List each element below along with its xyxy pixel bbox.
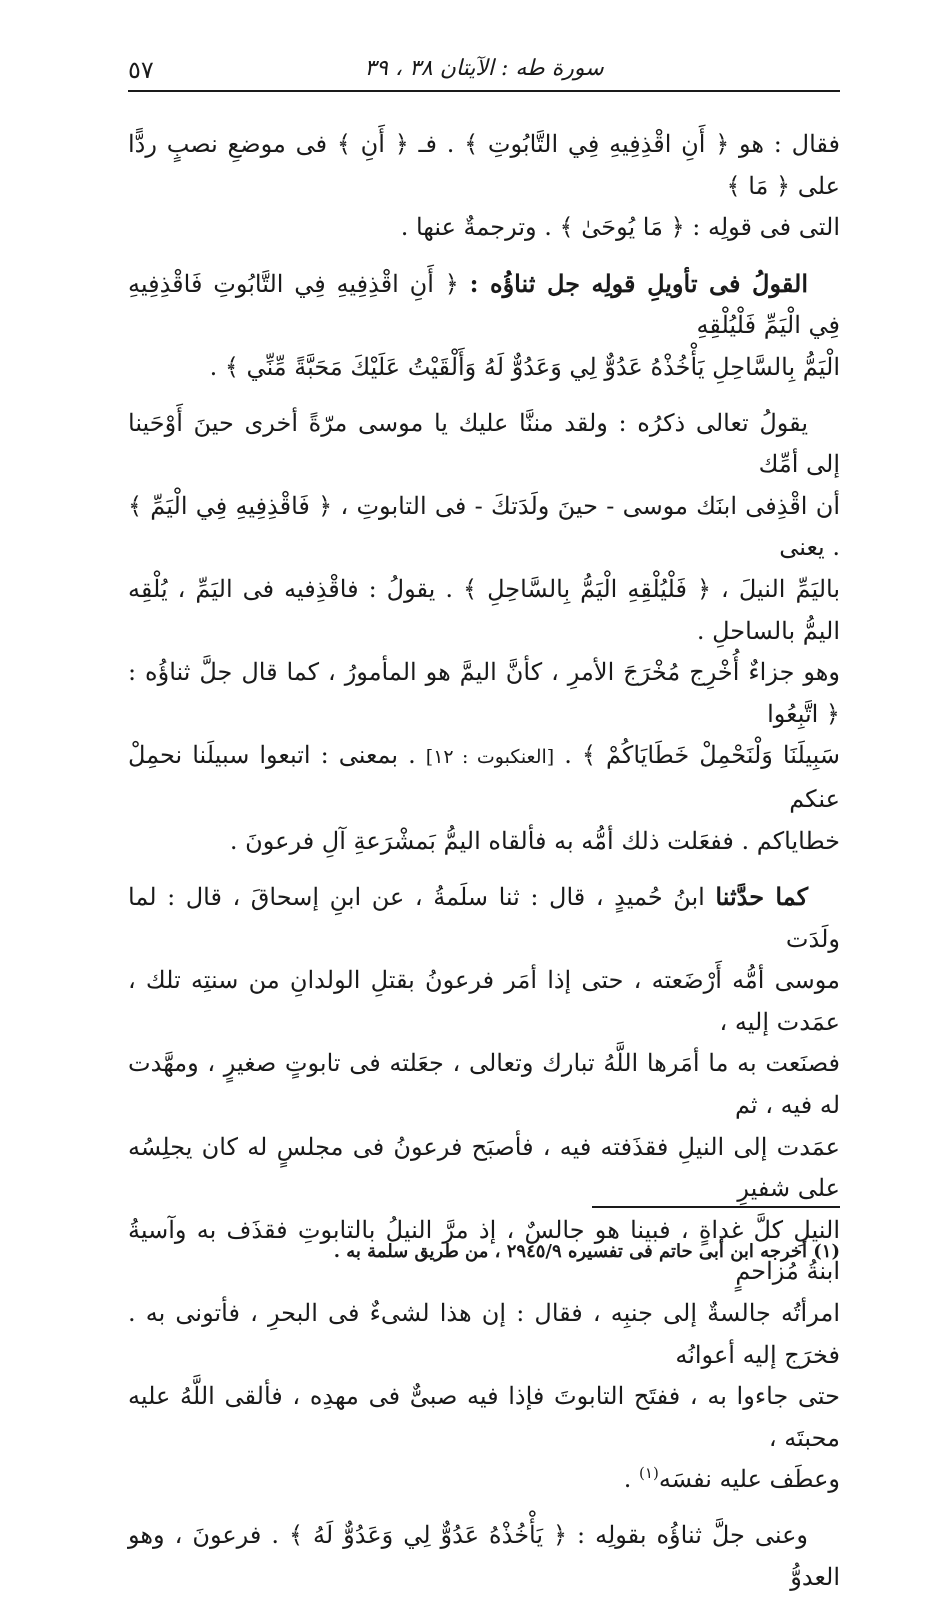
paragraph-2-heading (128, 263, 840, 389)
footnote-marker[interactable]: (١) (639, 1464, 659, 1483)
text-line: التى فى قولِه : ﴿ مَا يُوحَىٰ ﴾ . وترجمةٌ عنها . (400, 213, 840, 242)
text-line: امرأتُه جالسةٌ إلى جنبِه ، فقال : إن هذا لشىءٌ فى البحرِ ، فأتونى به . فخرَج إليه أعوانُه (128, 1299, 840, 1369)
running-header (128, 56, 840, 92)
text-line: باليَمِّ النيلَ ، ﴿ فَلْيُلْقِهِ الْيَمُّ بِالسَّاحِلِ ﴾ . يقولُ : فاقْذِفيه فى اليَمِّ ، يُلْقِه اليمُّ بالساحلِ . (128, 574, 841, 645)
text-line: سَبِيلَنَا وَلْنَحْمِلْ خَطَايَاكُمْ ﴾ . (564, 741, 841, 770)
section-heading: القولُ فى تأويلِ قولِه جل ثناؤُه : (469, 268, 808, 298)
text-line: أن اقْذِفى ابنَك موسى - حينَ ولَدَتكَ - فى التابوتِ ، ﴿ فَاقْذِفِيهِ فِي الْيَمِّ ﴾ . يعنى (128, 491, 840, 562)
running-title: سورة طه : الآيتان ٣٨ ، ٣٩ (364, 56, 604, 81)
footnote-divider (592, 1206, 840, 1208)
text-line: . بمعنى : اتبعوا سبيلَنا نحمِلْ عنكم (128, 741, 840, 813)
text-line: . (623, 1465, 640, 1494)
text-line: النيلِ كلَّ غداةٍ ، فبينا هو جالسٌ ، إذ مرَّ النيلُ بالتابوتِ فقذَف به وآسيةُ ابنةُ مُزاحمٍ (128, 1215, 840, 1286)
quran-reference: [العنكبوت : ١٢] (425, 746, 555, 769)
text-line: خطاياكم . ففعَلت ذلك أمُّه به فألقاه اليمُّ بَمشْرَعةِ آلِ فرعونَ . (229, 826, 840, 855)
footnote: (١) أخرجه ابن أبى حاتم فى تفسيره ٢٩٤٥/٩ ، من طريق سلمة به . (333, 1241, 840, 1262)
text-line: فقال : هو ﴿ أَنِ اقْذِفِيهِ فِي التَّابُوتِ ﴾ . فـ ﴿ أَنِ ﴾ فى موضعِ نصبٍ ردًّا على ﴿ مَا ﴾ (128, 130, 840, 200)
page-number: ٥٧ (128, 56, 154, 84)
text-line: حتى جاءوا به ، ففتَح التابوتَ فإذا فيه صبىٌّ فى مهدِه ، فألقى اللَّهُ عليه محبتَه ، (128, 1382, 840, 1452)
text-line: فصنَعت به ما أمَرها اللَّهُ تبارك وتعالى ، جعَلته فى تابوتٍ صغيرٍ ، ومهَّدت له فيه ، ثم (128, 1049, 840, 1120)
paragraph-5 (128, 1515, 840, 1598)
isnad-lead: كما حدَّثنا (715, 882, 808, 912)
text-line: وعنى جلَّ ثناؤُه بقولِه : ﴿ يَأْخُذْهُ عَدُوٌّ لِي وَعَدُوٌّ لَهُ ﴾ . فرعونَ ، وهو العدوُّ (128, 1521, 840, 1591)
paragraph-4-hadith (128, 876, 840, 1501)
text-line: يقولُ تعالى ذكرُه : ولقد مننَّا عليك يا موسى مرّةً أخرى حينَ أَوْحَينا إلى أمِّك (128, 408, 840, 479)
quran-quote: الْيَمُّ بِالسَّاحِلِ يَأْخُذْهُ عَدُوٌّ لِي وَعَدُوٌّ لَهُ وَأَلْقَيْتُ عَلَيْكَ مَحَبَّةً مِّنِّي ﴾ . (209, 352, 840, 381)
book-page (128, 56, 841, 1591)
paragraph-1 (128, 124, 840, 249)
text-line: وعطَف عليه نفسَه (658, 1465, 840, 1494)
text-line: عمَدت إلى النيلِ فقذَفته فيه ، فأصبَح فرعونُ فى مجلسٍ له كان يجلِسُه على شفيرِ (128, 1132, 840, 1203)
text-line: موسى أمُّه أَرْضَعته ، حتى إذا أمَر فرعونُ بقتلِ الولدانِ من سنتِه تلك ، عمَدت إليه ، (128, 966, 841, 1036)
text-line: ابنُ حُميدٍ ، قال : ثنا سلَمةُ ، عن ابنِ إسحاقَ ، قال : لما ولَدَت (128, 883, 840, 953)
body-text (128, 124, 840, 1598)
quran-quote: ﴿ أَنِ اقْذِفِيهِ فِي التَّابُوتِ فَاقْذِفِيهِ فِي الْيَمِّ فَلْيُلْقِهِ (128, 269, 840, 340)
paragraph-3 (128, 403, 840, 863)
text-line: وهو جزاءٌ أُخْرِج مُخْرَجَ الأمرِ ، كأنَّ اليمَّ هو المأمورُ ، كما قال جلَّ ثناؤُه : ﴿ اتَّبِعُوا (128, 658, 840, 728)
